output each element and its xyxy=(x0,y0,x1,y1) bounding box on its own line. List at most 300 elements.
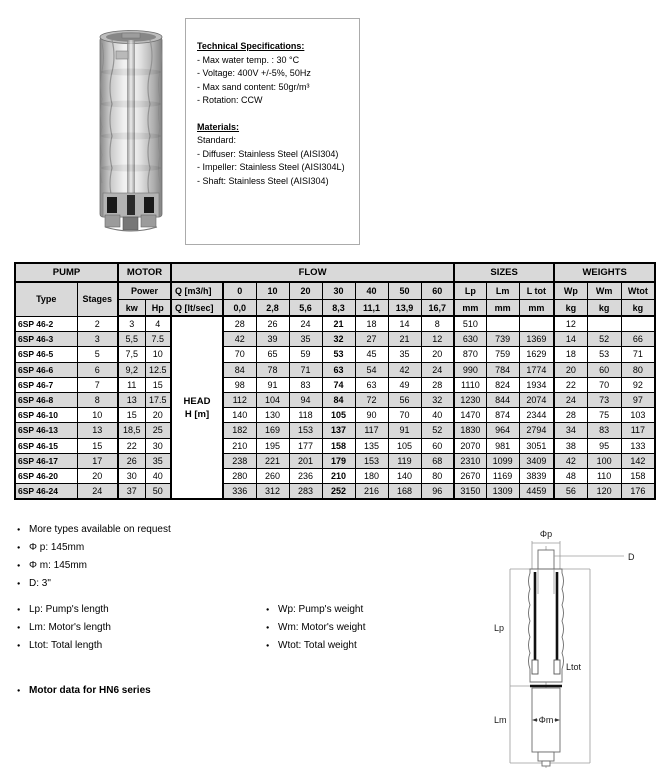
wm-cell: 73 xyxy=(587,392,621,407)
kw-cell: 22 xyxy=(118,438,145,453)
lp-cell: 1470 xyxy=(454,408,486,423)
hp-cell: 40 xyxy=(145,468,171,483)
hp-cell: 4 xyxy=(145,316,171,332)
list-item: ● Ltot: Total length xyxy=(16,637,111,655)
flow-cell: 201 xyxy=(289,453,322,468)
wm-cell: 75 xyxy=(587,408,621,423)
flow-cell: 40 xyxy=(421,408,454,423)
dim-label-ltot: Ltot xyxy=(566,662,582,672)
flow-cell: 63 xyxy=(322,362,355,377)
hp-cell: 25 xyxy=(145,423,171,438)
dim-label-phi-p: Φp xyxy=(539,529,553,539)
wm-cell: 70 xyxy=(587,377,621,392)
flow-cell: 153 xyxy=(289,423,322,438)
flow-cell: 8 xyxy=(421,316,454,332)
flow-cell: 84 xyxy=(322,392,355,407)
wm-cell: 100 xyxy=(587,453,621,468)
flow-cell: 65 xyxy=(256,347,289,362)
unit-wp-kg: kg xyxy=(554,300,587,317)
flow-cell: 105 xyxy=(322,408,355,423)
flow-cell: 105 xyxy=(388,438,421,453)
pump-type-cell: 6SP 46-13 xyxy=(15,423,77,438)
lm-cell: 739 xyxy=(486,332,519,347)
wtot-cell: 103 xyxy=(621,408,655,423)
flow-cell: 39 xyxy=(256,332,289,347)
stages-cell: 17 xyxy=(77,453,118,468)
group-flow: FLOW xyxy=(171,263,454,282)
stages-cell: 6 xyxy=(77,362,118,377)
col-q-ltsec: Q [lt/sec] xyxy=(171,300,223,317)
flow-cell: 28 xyxy=(223,316,256,332)
wtot-cell: 142 xyxy=(621,453,655,468)
lp-cell: 1230 xyxy=(454,392,486,407)
flow-cell: 52 xyxy=(421,423,454,438)
col-wp: Wp xyxy=(554,282,587,300)
materials-list xyxy=(197,134,351,188)
flow-cell: 140 xyxy=(223,408,256,423)
stages-cell: 20 xyxy=(77,468,118,483)
dim-label-lm: Lm xyxy=(494,715,507,725)
flow-cell: 112 xyxy=(223,392,256,407)
kw-cell: 30 xyxy=(118,468,145,483)
wp-cell: 28 xyxy=(554,408,587,423)
ltot-cell: 3409 xyxy=(519,453,554,468)
wtot-cell: 92 xyxy=(621,377,655,392)
flow-cell: 56 xyxy=(388,392,421,407)
lm-cell: 981 xyxy=(486,438,519,453)
pump-type-cell: 6SP 46-20 xyxy=(15,468,77,483)
flow-col-50: 50 xyxy=(388,282,421,300)
group-pump: PUMP xyxy=(15,263,118,282)
flow-lts-4: 11,1 xyxy=(355,300,388,317)
flow-cell: 137 xyxy=(322,423,355,438)
flow-cell: 91 xyxy=(256,377,289,392)
list-item: - Diffuser: Stainless Steel (AISI304) xyxy=(197,148,339,159)
hp-cell: 20 xyxy=(145,408,171,423)
wtot-cell: 80 xyxy=(621,362,655,377)
pump-type-cell: 6SP 46-8 xyxy=(15,392,77,407)
pump-data-table-wrap xyxy=(14,262,656,500)
kw-cell: 15 xyxy=(118,408,145,423)
wp-cell: 42 xyxy=(554,453,587,468)
flow-cell: 71 xyxy=(289,362,322,377)
col-ltot: L tot xyxy=(519,282,554,300)
flow-cell: 35 xyxy=(388,347,421,362)
stages-cell: 8 xyxy=(77,392,118,407)
flow-cell: 18 xyxy=(355,316,388,332)
flow-cell: 221 xyxy=(256,453,289,468)
wtot-cell: 71 xyxy=(621,347,655,362)
flow-lts-0: 0,0 xyxy=(223,300,256,317)
hp-cell: 15 xyxy=(145,377,171,392)
list-item: ● Wm: Motor's weight xyxy=(265,619,365,637)
hp-cell: 17.5 xyxy=(145,392,171,407)
hp-cell: 30 xyxy=(145,438,171,453)
flow-cell: 236 xyxy=(289,468,322,483)
col-wm: Wm xyxy=(587,282,621,300)
ltot-cell: 1629 xyxy=(519,347,554,362)
col-stages: Stages xyxy=(77,282,118,316)
flow-cell: 94 xyxy=(289,392,322,407)
list-item: - Max water temp. : 30 °C xyxy=(197,54,300,65)
flow-cell: 70 xyxy=(388,408,421,423)
list-item: ● More types available on request xyxy=(16,521,171,539)
table-row xyxy=(15,468,655,483)
flow-cell: 153 xyxy=(355,453,388,468)
wtot-cell xyxy=(621,316,655,332)
lm-cell: 964 xyxy=(486,423,519,438)
pump-type-cell: 6SP 46-15 xyxy=(15,438,77,453)
ltot-cell: 2344 xyxy=(519,408,554,423)
unit-lm-mm: mm xyxy=(486,300,519,317)
list-item: ● Wp: Pump's weight xyxy=(265,601,365,619)
flow-cell: 336 xyxy=(223,484,256,500)
wtot-cell: 176 xyxy=(621,484,655,500)
unit-ltot-mm: mm xyxy=(519,300,554,317)
flow-cell: 238 xyxy=(223,453,256,468)
ltot-cell: 3839 xyxy=(519,468,554,483)
lm-cell: 874 xyxy=(486,408,519,423)
wp-cell: 38 xyxy=(554,438,587,453)
flow-lts-5: 13,9 xyxy=(388,300,421,317)
flow-cell: 53 xyxy=(322,347,355,362)
pump-type-cell: 6SP 46-7 xyxy=(15,377,77,392)
notes-list xyxy=(16,521,171,593)
kw-cell: 18,5 xyxy=(118,423,145,438)
lp-cell: 630 xyxy=(454,332,486,347)
ltot-cell: 2074 xyxy=(519,392,554,407)
flow-col-10: 10 xyxy=(256,282,289,300)
table-row xyxy=(15,332,655,347)
flow-cell: 35 xyxy=(289,332,322,347)
lp-cell: 1830 xyxy=(454,423,486,438)
flow-cell: 83 xyxy=(289,377,322,392)
table-row xyxy=(15,453,655,468)
guard-foot-right xyxy=(554,660,560,674)
kw-cell: 11 xyxy=(118,377,145,392)
lm-cell: 1169 xyxy=(486,468,519,483)
pump-photo xyxy=(78,27,184,233)
flow-cell: 216 xyxy=(355,484,388,500)
flow-cell: 49 xyxy=(388,377,421,392)
pump-type-cell: 6SP 46-2 xyxy=(15,316,77,332)
table-row xyxy=(15,438,655,453)
pump-type-cell: 6SP 46-17 xyxy=(15,453,77,468)
pump-type-cell: 6SP 46-5 xyxy=(15,347,77,362)
flow-cell: 21 xyxy=(322,316,355,332)
wp-cell: 14 xyxy=(554,332,587,347)
list-item: Standard: xyxy=(197,135,237,145)
table-row xyxy=(15,484,655,500)
hp-cell: 35 xyxy=(145,453,171,468)
list-item: - Rotation: CCW xyxy=(197,95,263,105)
lp-cell: 1110 xyxy=(454,377,486,392)
flow-cell: 70 xyxy=(223,347,256,362)
flow-cell: 98 xyxy=(223,377,256,392)
flow-cell: 104 xyxy=(256,392,289,407)
flow-cell: 195 xyxy=(256,438,289,453)
flow-cell: 59 xyxy=(289,347,322,362)
wtot-cell: 117 xyxy=(621,423,655,438)
kw-cell: 7,5 xyxy=(118,347,145,362)
pump-data-table xyxy=(14,262,656,500)
flow-cell: 312 xyxy=(256,484,289,500)
dim-label-phi-m: Φm xyxy=(538,715,554,725)
kw-cell: 3 xyxy=(118,316,145,332)
tech-specs-title: Technical Specifications: xyxy=(197,41,305,51)
ltot-cell: 1934 xyxy=(519,377,554,392)
col-power: Power xyxy=(118,282,171,300)
col-q-m3h: Q [m3/h] xyxy=(171,282,223,300)
wtot-cell: 66 xyxy=(621,332,655,347)
col-lm: Lm xyxy=(486,282,519,300)
stages-cell: 7 xyxy=(77,377,118,392)
kw-cell: 5,5 xyxy=(118,332,145,347)
materials-title: Materials: xyxy=(197,121,240,132)
wp-cell: 24 xyxy=(554,392,587,407)
dimension-diagram-image xyxy=(488,510,663,775)
col-hp: Hp xyxy=(145,300,171,317)
flow-cell: 179 xyxy=(322,453,355,468)
stages-cell: 13 xyxy=(77,423,118,438)
group-header-row xyxy=(15,263,655,282)
flow-cell: 168 xyxy=(388,484,421,500)
flow-cell: 45 xyxy=(355,347,388,362)
list-item: - Impeller: Stainless Steel (AISI304L) xyxy=(197,162,345,172)
flow-cell: 80 xyxy=(421,468,454,483)
lp-cell: 2310 xyxy=(454,453,486,468)
wm-cell: 60 xyxy=(587,362,621,377)
unit-lp-mm: mm xyxy=(454,300,486,317)
flow-cell: 24 xyxy=(421,362,454,377)
flow-cell: 177 xyxy=(289,438,322,453)
table-row xyxy=(15,362,655,377)
ltot-cell xyxy=(519,316,554,332)
flow-cell: 21 xyxy=(388,332,421,347)
table-row xyxy=(15,347,655,362)
flow-cell: 90 xyxy=(355,408,388,423)
flow-lts-1: 2,8 xyxy=(256,300,289,317)
list-item: - Shaft: Stainless Steel (AISI304) xyxy=(197,175,329,186)
motor-foot xyxy=(542,761,550,766)
wp-cell: 20 xyxy=(554,362,587,377)
flow-cell: 72 xyxy=(355,392,388,407)
list-item: ● Φ m: 145mm xyxy=(16,557,171,575)
flow-cell: 28 xyxy=(421,377,454,392)
flow-cell: 12 xyxy=(421,332,454,347)
kw-cell: 13 xyxy=(118,392,145,407)
ltot-cell: 3051 xyxy=(519,438,554,453)
lm-cell xyxy=(486,316,519,332)
hp-cell: 50 xyxy=(145,484,171,500)
dim-label-d: D xyxy=(628,552,635,562)
dimension-diagram xyxy=(488,510,663,775)
lp-cell: 2670 xyxy=(454,468,486,483)
pump-type-cell: 6SP 46-6 xyxy=(15,362,77,377)
pump-type-cell: 6SP 46-24 xyxy=(15,484,77,500)
wm-cell: 83 xyxy=(587,423,621,438)
flow-cell: 180 xyxy=(355,468,388,483)
wp-cell: 34 xyxy=(554,423,587,438)
stages-cell: 24 xyxy=(77,484,118,500)
flow-cell: 74 xyxy=(322,377,355,392)
stages-cell: 2 xyxy=(77,316,118,332)
group-weights: WEIGHTS xyxy=(554,263,655,282)
wm-cell: 52 xyxy=(587,332,621,347)
wm-cell: 53 xyxy=(587,347,621,362)
group-sizes: SIZES xyxy=(454,263,554,282)
flow-cell: 24 xyxy=(289,316,322,332)
hp-cell: 7.5 xyxy=(145,332,171,347)
flow-cell: 96 xyxy=(421,484,454,500)
flow-lts-2: 5,6 xyxy=(289,300,322,317)
flow-cell: 68 xyxy=(421,453,454,468)
stages-cell: 10 xyxy=(77,408,118,423)
wp-cell: 18 xyxy=(554,347,587,362)
flow-cell: 283 xyxy=(289,484,322,500)
lp-cell: 2070 xyxy=(454,438,486,453)
list-item: - Max sand content: 50gr/m³ xyxy=(197,81,310,92)
pump-type-cell: 6SP 46-10 xyxy=(15,408,77,423)
ltot-cell: 1369 xyxy=(519,332,554,347)
flow-cell: 130 xyxy=(256,408,289,423)
motor-data-note xyxy=(16,682,151,700)
table-row xyxy=(15,316,655,332)
table-row xyxy=(15,377,655,392)
flow-lts-3: 8,3 xyxy=(322,300,355,317)
stages-cell: 3 xyxy=(77,332,118,347)
kw-cell: 37 xyxy=(118,484,145,500)
wp-cell: 56 xyxy=(554,484,587,500)
wp-cell: 22 xyxy=(554,377,587,392)
motor-base xyxy=(538,752,554,761)
flow-cell: 42 xyxy=(388,362,421,377)
wm-cell: 120 xyxy=(587,484,621,500)
flow-cell: 32 xyxy=(421,392,454,407)
flow-cell: 32 xyxy=(322,332,355,347)
flow-col-0: 0 xyxy=(223,282,256,300)
hp-cell: 12.5 xyxy=(145,362,171,377)
col-lp: Lp xyxy=(454,282,486,300)
col-type: Type xyxy=(15,282,77,316)
pump-photo-image xyxy=(78,27,184,233)
spec-box xyxy=(185,18,360,245)
flow-cell: 210 xyxy=(223,438,256,453)
stages-cell: 5 xyxy=(77,347,118,362)
flow-cell: 27 xyxy=(355,332,388,347)
lp-cell: 3150 xyxy=(454,484,486,500)
col-kw: kw xyxy=(118,300,145,317)
flow-cell: 117 xyxy=(355,423,388,438)
flow-cell: 20 xyxy=(421,347,454,362)
flow-cell: 280 xyxy=(223,468,256,483)
flow-cell: 252 xyxy=(322,484,355,500)
head-label-cell: HEAD H [m] xyxy=(171,316,223,499)
pump-type-cell: 6SP 46-3 xyxy=(15,332,77,347)
flow-cell: 210 xyxy=(322,468,355,483)
list-item: ● Lm: Motor's length xyxy=(16,619,111,637)
lm-cell: 1099 xyxy=(486,453,519,468)
flow-cell: 140 xyxy=(388,468,421,483)
list-item: ● Lp: Pump's length xyxy=(16,601,111,619)
ltot-cell: 1774 xyxy=(519,362,554,377)
wtot-cell: 158 xyxy=(621,468,655,483)
lm-cell: 824 xyxy=(486,377,519,392)
lp-cell: 870 xyxy=(454,347,486,362)
flow-cell: 63 xyxy=(355,377,388,392)
length-legend-list xyxy=(16,601,111,655)
lp-cell: 510 xyxy=(454,316,486,332)
flow-cell: 84 xyxy=(223,362,256,377)
lm-cell: 1309 xyxy=(486,484,519,500)
lm-cell: 759 xyxy=(486,347,519,362)
flow-col-20: 20 xyxy=(289,282,322,300)
pump-table-body xyxy=(15,316,655,499)
lm-cell: 844 xyxy=(486,392,519,407)
flow-cell: 135 xyxy=(355,438,388,453)
wtot-cell: 133 xyxy=(621,438,655,453)
weight-legend-list xyxy=(265,601,365,655)
table-row xyxy=(15,392,655,407)
table-row xyxy=(15,423,655,438)
wtot-cell: 97 xyxy=(621,392,655,407)
wm-cell: 95 xyxy=(587,438,621,453)
flow-cell: 78 xyxy=(256,362,289,377)
kw-cell: 9,2 xyxy=(118,362,145,377)
wm-cell: 110 xyxy=(587,468,621,483)
list-item: ● Φ p: 145mm xyxy=(16,539,171,557)
flow-cell: 26 xyxy=(256,316,289,332)
header-row-2 xyxy=(15,282,655,300)
tech-specs-list xyxy=(197,54,351,108)
unit-wtot-kg: kg xyxy=(621,300,655,317)
col-wtot: Wtot xyxy=(621,282,655,300)
flow-cell: 60 xyxy=(421,438,454,453)
list-item: ● Wtot: Total weight xyxy=(265,637,365,655)
ltot-cell: 4459 xyxy=(519,484,554,500)
ltot-cell: 2794 xyxy=(519,423,554,438)
flow-col-30: 30 xyxy=(322,282,355,300)
flow-lts-6: 16,7 xyxy=(421,300,454,317)
lm-cell: 784 xyxy=(486,362,519,377)
flow-cell: 118 xyxy=(289,408,322,423)
wp-cell: 48 xyxy=(554,468,587,483)
list-item: ● Motor data for HN6 series xyxy=(16,682,151,700)
stages-cell: 15 xyxy=(77,438,118,453)
flow-cell: 260 xyxy=(256,468,289,483)
flow-col-40: 40 xyxy=(355,282,388,300)
list-item: ● D: 3" xyxy=(16,575,171,593)
table-row xyxy=(15,408,655,423)
flow-cell: 158 xyxy=(322,438,355,453)
wp-cell: 12 xyxy=(554,316,587,332)
flow-cell: 182 xyxy=(223,423,256,438)
list-item: - Voltage: 400V +/-5%, 50Hz xyxy=(197,68,311,78)
discharge-pipe xyxy=(538,550,554,569)
dim-label-lp: Lp xyxy=(494,623,505,633)
hp-cell: 10 xyxy=(145,347,171,362)
group-motor: MOTOR xyxy=(118,263,171,282)
flow-cell: 54 xyxy=(355,362,388,377)
unit-wm-kg: kg xyxy=(587,300,621,317)
kw-cell: 26 xyxy=(118,453,145,468)
guard-foot-left xyxy=(532,660,538,674)
flow-cell: 91 xyxy=(388,423,421,438)
flow-cell: 42 xyxy=(223,332,256,347)
flow-col-60: 60 xyxy=(421,282,454,300)
flow-cell: 14 xyxy=(388,316,421,332)
lp-cell: 990 xyxy=(454,362,486,377)
